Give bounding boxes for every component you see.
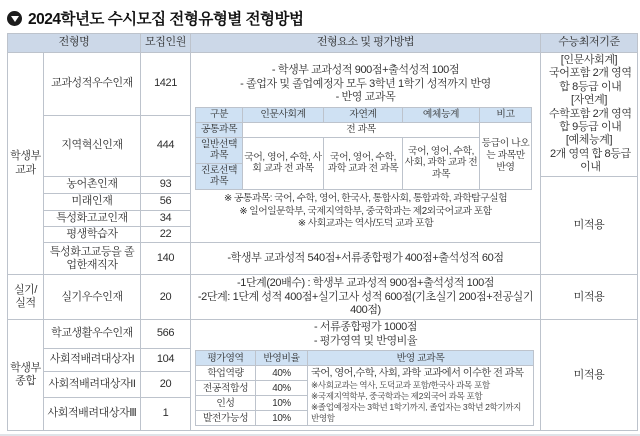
inner-col-remark: 비고 (480, 107, 532, 122)
eval-ratio: 10% (256, 411, 308, 426)
page-title (0, 0, 640, 33)
row-name: 실기우수인재 (44, 275, 141, 320)
subject-matrix-table (195, 107, 532, 190)
inner-common-value: 전 과목 (243, 122, 480, 137)
group-label-silgi: 실기/ 실적 (8, 275, 44, 320)
col-header-method: 전형요소 및 평가방법 (191, 34, 541, 53)
eval-ratio: 10% (256, 396, 308, 411)
row-name: 사회적배려대상자I (44, 348, 141, 371)
row-quota: 20 (141, 371, 191, 397)
subjects-main-line: 국어, 영어,수학, 사회, 과학 교과에서 이수한 전 과목 (311, 368, 524, 380)
row-name: 지역혁신인재 (44, 115, 141, 176)
row-name: 교과성적우수인재 (44, 53, 141, 116)
inner-arts-value: 국어, 영어, 수학, 사회, 과학 교과 전 과목 (403, 137, 480, 189)
inner-row-academic (196, 366, 534, 381)
min-standard-cell: 미적용 (541, 176, 638, 275)
row-name: 사회적배려대상자Ⅲ (44, 398, 141, 431)
subjects-notes: ※사회교과는 역사, 도덕교과 포함/한국사 과목 포함 ※국제지역학부, 중국학과는 제2외국어 과목 포함 ※졸업예정자는 3학년 1학기까지, 졸업자는 3학년 2학기까지 반영함 (311, 380, 522, 423)
row-name: 사회적배려대상자II (44, 371, 141, 397)
table-row (8, 53, 638, 116)
subjects-cell (308, 366, 534, 426)
inner-header-row (196, 107, 532, 122)
inner-label-career: 진로선택 과목 (196, 163, 243, 189)
row-quota: 22 (141, 227, 191, 243)
row-quota: 140 (141, 243, 191, 275)
method-cell-gyogwa (191, 53, 541, 243)
inner-col-area: 평가영역 (196, 351, 256, 366)
row-name: 학교생활우수인재 (44, 320, 141, 348)
row-quota: 56 (141, 193, 191, 210)
row-quota: 566 (141, 320, 191, 348)
inner-col-humanities: 인문사회계 (243, 107, 324, 122)
group-label-gyogwa: 학생부 교과 (8, 53, 44, 275)
inner-header-row (196, 351, 534, 366)
row-name: 특성화고교인재 (44, 210, 141, 226)
col-header-quota: 모집인원 (141, 34, 191, 53)
min-standard-cell: 미적용 (541, 320, 638, 431)
eval-area: 전공적합성 (196, 381, 256, 396)
method-cell-jonghap (191, 320, 541, 431)
row-name: 특성화고교등을 졸업한재직자 (44, 243, 141, 275)
row-name: 평생학습자 (44, 227, 141, 243)
method-a-notes: ※ 공통과목: 국어, 수학, 영어, 한국사, 통합사회, 통합과학, 과학탐구실험 ※ 일어일문학부, 국제지역학부, 중국학과는 제2외국어교과 포함 ※ 사회교과는 역사/도덕 교과 포함 (223, 192, 508, 230)
inner-col-type: 구분 (196, 107, 243, 122)
table-row (8, 275, 638, 320)
eval-area: 인성 (196, 396, 256, 411)
admissions-table (7, 33, 638, 431)
row-quota: 34 (141, 210, 191, 226)
row-name: 미래인재 (44, 193, 141, 210)
inner-remark-value: 등급이 나오는 과목만 반영 (480, 122, 532, 189)
row-name: 농어촌인재 (44, 176, 141, 193)
inner-col-subjects: 반영 교과목 (308, 351, 534, 366)
eval-ratio: 40% (256, 366, 308, 381)
row-quota: 444 (141, 115, 191, 176)
method-cell-silgi (191, 275, 541, 320)
inner-row-common (196, 122, 532, 137)
min-standard-cell: 미적용 (541, 275, 638, 320)
col-header-name: 전형명 (8, 34, 141, 53)
inner-natural-value: 국어, 영어, 수학, 과학 교과 전 과목 (324, 137, 403, 189)
table-header-row (8, 34, 638, 53)
eval-ratio: 40% (256, 381, 308, 396)
table-row (8, 320, 638, 348)
inner-label-general: 일반선택 과목 (196, 137, 243, 163)
inner-humanities-value: 국어, 영어, 수학, 사회 교과 전 과목 (243, 137, 324, 189)
eval-area: 발전가능성 (196, 411, 256, 426)
inner-col-arts: 예체능계 (403, 107, 480, 122)
inner-label-common: 공통과목 (196, 122, 243, 137)
col-header-min: 수능최저기준 (541, 34, 638, 53)
min-standard-cell: [인문사회계] 국어포함 2개 영역 합 8등급 이내 [자연계] 수학포함 2개 영역 합 9등급 이내 [예체능계] 2개 영역 합 8등급 이내 (541, 53, 638, 177)
method-d-lines: - 서류종합평가 1000점 - 평가영역 및 반영비율 (313, 321, 418, 347)
row-quota: 93 (141, 176, 191, 193)
inner-col-natural: 자연계 (324, 107, 403, 122)
row-quota: 1421 (141, 53, 191, 116)
page-title-text: 2024학년도 수시모집 전형유형별 전형방법 (28, 11, 304, 28)
method-cell-worker: -학생부 교과성적 540점+서류종합평가 400점+출석성적 60점 (191, 243, 541, 275)
eval-area: 학업역량 (196, 366, 256, 381)
inner-col-ratio: 반영비율 (256, 351, 308, 366)
row-quota: 20 (141, 275, 191, 320)
method-c-lines: -1단계(20배수) : 학생부 교과성적 900점+출석성적 100점 -2단계: 1단계 성적 400점+실기고사 성적 600점(기초실기 200점+전공실기 400점) (197, 277, 536, 317)
method-a-lines: - 학생부 교과성적 900점+출석성적 100점 - 졸업자 및 졸업예정자 모두 3학년 1학기 성적까지 반영 - 반영 교과목 (240, 64, 491, 104)
evaluation-ratio-table (195, 350, 534, 426)
bullet-down-circle-icon (7, 11, 22, 26)
row-quota: 104 (141, 348, 191, 371)
group-label-jonghap: 학생부 종합 (8, 320, 44, 431)
row-quota: 1 (141, 398, 191, 431)
